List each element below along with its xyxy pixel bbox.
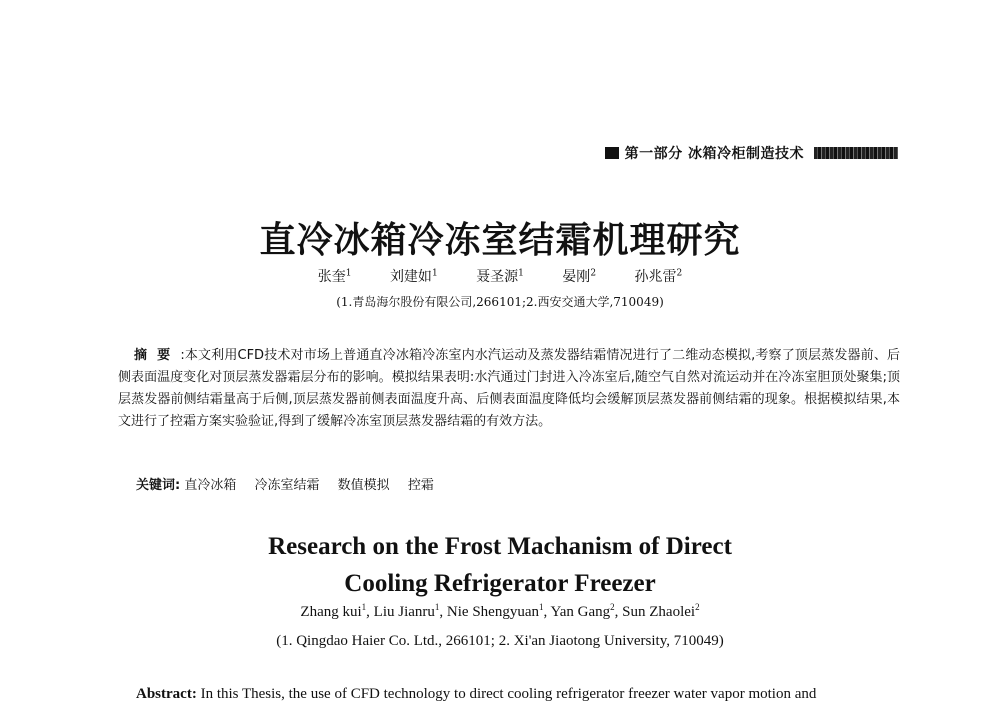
header-block-mark <box>605 147 619 159</box>
keyword: 控霜 <box>407 478 434 493</box>
abstract-cn-label: 摘要 <box>134 348 181 363</box>
header-decorative-bar <box>814 147 898 159</box>
authors-english <box>0 604 1000 621</box>
affiliation-english: (1. Qingdao Haier Co. Ltd., 266101; 2. Xi'an Jiaotong University, 710049) <box>276 633 724 649</box>
author-en: Zhang kui$^1$, <box>300 602 370 620</box>
authors-chinese <box>0 266 1000 286</box>
abstract-chinese <box>118 345 900 433</box>
keywords-label: 关键词: <box>136 478 181 493</box>
title-english-line2: Cooling Refrigerator Freezer <box>344 570 656 597</box>
abstract-english <box>136 686 906 703</box>
author-en: Sun Zhaolei$^2$ <box>622 602 700 620</box>
author-en: Liu Jianru$^1$, <box>373 602 444 620</box>
author-cn: 孙兆雷$^2$ <box>634 268 683 285</box>
running-header-text: 第一部分 冰箱冷柜制造技术 <box>624 146 804 162</box>
author-cn: 张奎$^1$ <box>317 268 352 285</box>
keyword: 冷冻室结霜 <box>254 478 320 493</box>
author-cn: 刘建如$^1$ <box>389 268 438 285</box>
author-cn: 晏刚$^2$ <box>562 268 597 285</box>
title-english <box>0 528 1000 602</box>
keyword: 直冷冰箱 <box>184 478 237 493</box>
keywords-chinese <box>136 474 448 493</box>
running-header <box>605 143 898 163</box>
keyword: 数值模拟 <box>337 478 390 493</box>
title-chinese: 直冷冰箱冷冻室结霜机理研究 <box>259 219 741 261</box>
author-en: Nie Shengyuan$^1$, <box>446 602 548 620</box>
author-en: Yan Gang$^2$, <box>550 602 619 620</box>
abstract-en-text: In this Thesis, the use of CFD technology to direct cooling refrigerator freezer water vapor motion and <box>196 686 817 702</box>
affiliation-chinese: (1.青岛海尔股份有限公司,266101;2.西安交通大学,710049) <box>336 295 664 309</box>
abstract-cn-text: :本文利用CFD技术对市场上普通直冷冰箱冷冻室内水汽运动及蒸发器结霜情况进行了二维动态模拟,考察了顶层蒸发器前、后侧表面温度变化对顶层蒸发器霜层分布的影响。模拟结果表明:水汽通过门封进入冷冻室后,随空气自然对流运动并在冷冻室胆顶处聚集;顶层蒸发器前侧结霜量高于后侧,顶层蒸发器前侧表面温度升高、后侧表面温度降低均会缓解顶层蒸发器前侧结霜的现象。根据模拟结果,本文进行了控霜方案实验验证,得到了缓解冷冻室顶层蒸发器结霜的有效方法。 <box>118 348 900 429</box>
abstract-en-label: Abstract: <box>136 686 197 702</box>
title-english-line1: Research on the Frost Machanism of Direct <box>268 533 732 560</box>
author-cn: 聂圣源$^1$ <box>476 268 524 285</box>
